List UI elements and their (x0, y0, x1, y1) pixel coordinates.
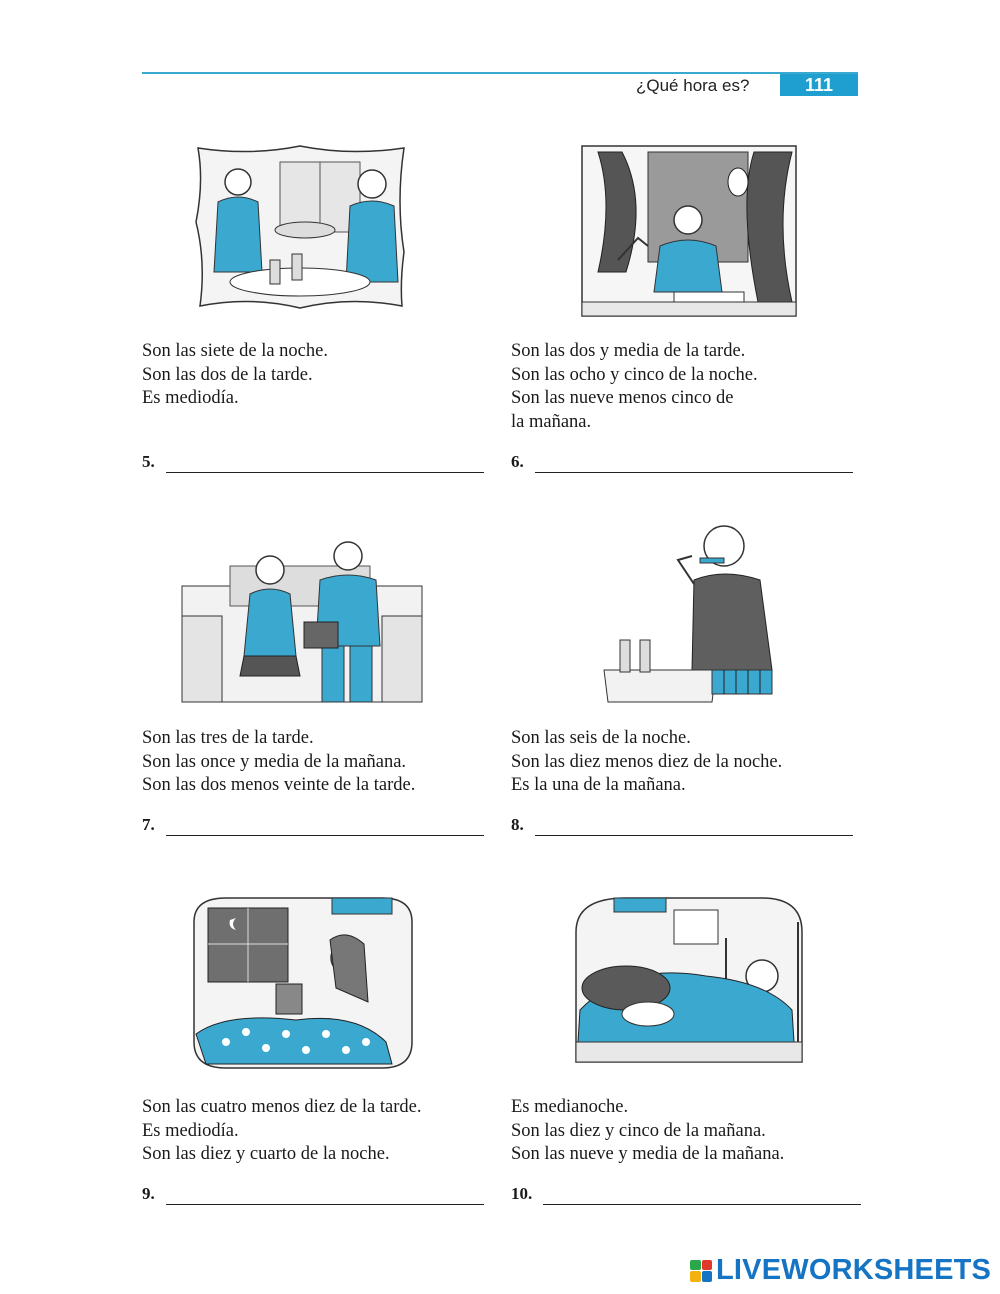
liveworksheets-logo[interactable] (690, 1254, 991, 1287)
exercise-number: 7. (142, 815, 155, 834)
exercise-8-answer-row (511, 815, 853, 839)
answer-field-8[interactable] (535, 815, 853, 836)
option-text: Son las dos y media de la tarde. (511, 341, 746, 361)
answer-field-7[interactable] (166, 815, 484, 836)
exercise-number: 5. (142, 452, 155, 471)
option-text: Son las dos de la tarde. (142, 364, 313, 385)
exercise-10-answer-row (511, 1184, 861, 1208)
exercise-8-options (511, 727, 782, 798)
answer-field-9[interactable] (166, 1184, 484, 1205)
answer-field-10[interactable] (543, 1184, 861, 1205)
exercise-7-options (142, 727, 415, 798)
option-text: Son las ocho y cinco de la noche. (511, 364, 758, 385)
option-text: Son las diez y cinco de la mañana. (511, 1120, 766, 1141)
option-text: Son las nueve y media de la mañana. (511, 1144, 785, 1164)
header-rule (142, 72, 858, 74)
option-text: Son las cuatro menos diez de la tarde. (142, 1097, 422, 1117)
bedtime-reading-illustration (186, 892, 420, 1078)
school-meeting-illustration (180, 526, 424, 706)
option-text: Son las siete de la noche. (142, 341, 328, 361)
exercise-9-options (142, 1096, 421, 1167)
exercise-5-options (142, 340, 328, 411)
option-text: Son las diez y cuarto de la noche. (142, 1144, 390, 1164)
answer-field-6[interactable] (535, 452, 853, 473)
sleeping-boy-illustration (566, 892, 812, 1076)
exercise-5-answer-row (142, 452, 484, 476)
page-number-badge: 111 (780, 74, 858, 96)
option-text: Son las tres de la tarde. (142, 728, 314, 748)
exercise-10-options (511, 1096, 784, 1167)
exercise-7-answer-row (142, 815, 484, 839)
exercise-6-answer-row (511, 452, 853, 476)
logo-text: LIVEWORKSHEETS (716, 1254, 992, 1286)
exercise-number: 10. (511, 1184, 533, 1203)
exercise-9-answer-row (142, 1184, 484, 1208)
chapter-title: ¿Qué hora es? (636, 76, 750, 95)
exercise-6-options (511, 340, 758, 434)
option-text: la mañana. (511, 411, 592, 432)
option-text: Son las nueve menos cinco de (511, 388, 734, 408)
logo-grid-icon (690, 1260, 712, 1282)
option-text: Son las seis de la noche. (511, 728, 691, 748)
option-text: Son las diez menos diez de la noche. (511, 751, 783, 772)
exercise-number: 6. (511, 452, 524, 471)
exercise-number: 8. (511, 815, 524, 834)
option-text: Es la una de la mañana. (511, 775, 686, 795)
answer-field-5[interactable] (166, 452, 484, 473)
lunch-cafe-illustration (190, 142, 412, 312)
brushing-teeth-illustration (600, 520, 792, 706)
option-text: Son las dos menos veinte de la tarde. (142, 775, 416, 795)
option-text: Es medianoche. (511, 1097, 629, 1117)
option-text: Es mediodía. (142, 388, 239, 408)
option-text: Son las once y media de la mañana. (142, 751, 407, 772)
exercise-number: 9. (142, 1184, 155, 1203)
night-study-illustration (578, 142, 800, 320)
option-text: Es mediodía. (142, 1120, 239, 1141)
